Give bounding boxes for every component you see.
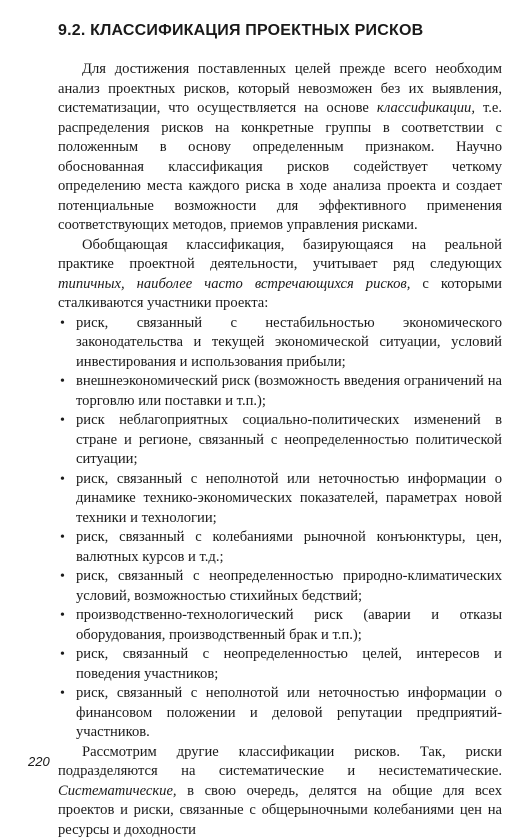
list-item: • риск неблагоприятных социально-политических изменений в стране и регионе, связанный с неопределенностью политической ситуации; [58, 411, 502, 470]
section-heading: 9.2. КЛАССИФИКАЦИЯ ПРОЕКТНЫХ РИСКОВ [58, 22, 508, 40]
list-item: • риск, связанный с неопределенностью целей, интересов и поведения участников; [58, 645, 502, 684]
paragraph-text: Рассмотрим другие классификации рисков. Так, риски подразделяются на систематические и несистематические. [58, 744, 502, 780]
body-text [58, 60, 502, 840]
list-item: • риск, связанный с неполнотой или неточностью информации о динамике технико-экономических показателей, параметрах новой техники и технологии; [58, 470, 502, 529]
list-item: • риск, связанный с колебаниями рыночной конъюнктуры, цен, валютных курсов и т.д.; [58, 528, 502, 567]
list-item: • внешнеэкономический риск (возможность введения ограничений на торговлю или поставки и т.п.); [58, 372, 502, 411]
paragraph-intro [58, 60, 502, 236]
list-item: • производственно-технологический риск (аварии и отказы оборудования, производственный брак и т.п.); [58, 606, 502, 645]
emphasis-term: Систематические, [58, 783, 177, 799]
paragraph-text: Обобщающая классификация, базирующаяся на реальной практике проектной деятельности, учитывает ряд следующих [58, 237, 502, 273]
emphasis-term: классификации, [377, 100, 475, 116]
list-item: • риск, связанный с нестабильностью экономического законодательства и текущей экономической ситуации, условий инвестирования и использования прибыли; [58, 314, 502, 373]
paragraph-text: т.е. распределения рисков на конкретные группы в соответствии с положенным в основу определенным признаком. Научно обоснованная классификация рисков содействует четкому определению места каждого риска в ходе анализа проекта и создает потенциальные возможности для эффективного применения соответствующих методов, приемов управления рисками. [58, 100, 502, 233]
paragraph-text: в свою очередь, делятся на общие для всех проектов и риски, связанные с общерыночными колебаниями цен на ресурсы и доходности [58, 783, 502, 838]
emphasis-term: типичных, наиболее часто встречающихся рисков, [58, 276, 410, 292]
paragraph-other-classifications [58, 743, 502, 840]
page-number: 220 [28, 754, 50, 769]
list-item: • риск, связанный с неполнотой или неточностью информации о финансовом положении и деловой репутации предприятий-участников. [58, 684, 502, 743]
paragraph-text: с которыми сталкиваются участники проекта: [58, 276, 502, 312]
risk-list [58, 314, 502, 743]
list-item: • риск, связанный с неопределенностью природно-климатических условий, возможностью стихийных бедствий; [58, 567, 502, 606]
paragraph-text: Для достижения поставленных целей прежде всего необходим анализ проектных рисков, который невозможен без их выявления, систематизации, что осуществляется на основе [58, 61, 502, 116]
paragraph-typical-risks [58, 236, 502, 314]
